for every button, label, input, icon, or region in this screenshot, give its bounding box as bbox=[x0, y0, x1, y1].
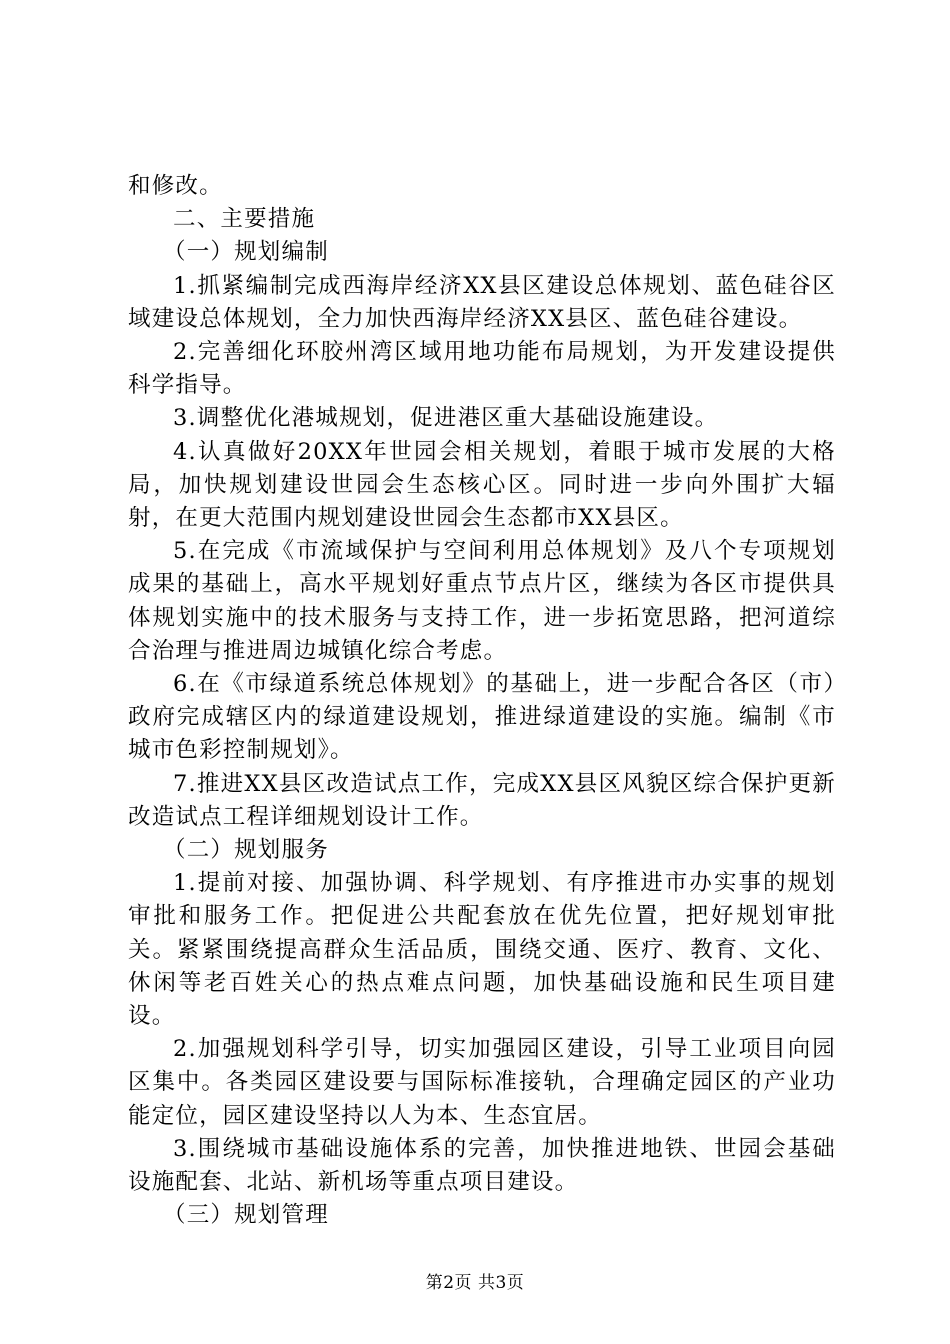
paragraph: 3.调整优化港城规划，促进港区重大基础设施建设。 bbox=[173, 405, 719, 432]
paragraph: 2.完善细化环胶州湾区域用地功能布局规划，为开发建设提供科学指导。 bbox=[128, 339, 836, 399]
paragraph: 1.抓紧编制完成西海岸经济XX县区建设总体规划、蓝色硅谷区域建设总体规划，全力加快西海岸经济XX县区、蓝色硅谷建设。 bbox=[128, 272, 836, 332]
page-footer: 第2页 共3页 bbox=[425, 1273, 525, 1293]
paragraph: 7.推进XX县区改造试点工作，完成XX县区风貌区综合保护更新改造试点工程详细规划设计工作。 bbox=[128, 770, 836, 830]
paragraph: 和修改。 bbox=[128, 173, 223, 199]
subsection-heading: （一）规划编制 bbox=[163, 239, 329, 266]
paragraph: 4.认真做好20XX年世园会相关规划，着眼于城市发展的大格局，加快规划建设世园会生态核心区。同时进一步向外围扩大辐射，在更大范围内规划建设世园会生态都市XX县区。 bbox=[128, 438, 836, 532]
document-body bbox=[128, 170, 836, 1233]
paragraph: 5.在完成《市流域保护与空间利用总体规划》及八个专项规划成果的基础上，高水平规划好重点节点片区，继续为各区市提供具体规划实施中的技术服务与支持工作，进一步拓宽思路，把河道综合治理与推进周边城镇化综合考虑。 bbox=[128, 538, 836, 664]
paragraph: 1.提前对接、加强协调、科学规划、有序推进市办实事的规划审批和服务工作。把促进公共配套放在优先位置，把好规划审批关。紧紧围绕提高群众生活品质，围绕交通、医疗、教育、文化、休闲等老百姓关心的热点难点问题，加快基础设施和民生项目建设。 bbox=[128, 870, 836, 1030]
paragraph: 3.围绕城市基础设施体系的完善，加快推进地铁、世园会基础设施配套、北站、新机场等重点项目建设。 bbox=[128, 1135, 836, 1196]
paragraph: 2.加强规划科学引导，切实加强园区建设，引导工业项目向园区集中。各类园区建设要与国际标准接轨，合理确定园区的产业功能定位，园区建设坚持以人为本、生态宜居。 bbox=[128, 1036, 836, 1129]
subsection-heading: （二）规划服务 bbox=[163, 837, 329, 864]
section-heading: 二、主要措施 bbox=[173, 206, 316, 233]
subsection-heading: （三）规划管理 bbox=[163, 1202, 329, 1229]
paragraph: 6.在《市绿道系统总体规划》的基础上，进一步配合各区（市）政府完成辖区内的绿道建设规划，推进绿道建设的实施。编制《市城市色彩控制规划》。 bbox=[128, 671, 836, 764]
